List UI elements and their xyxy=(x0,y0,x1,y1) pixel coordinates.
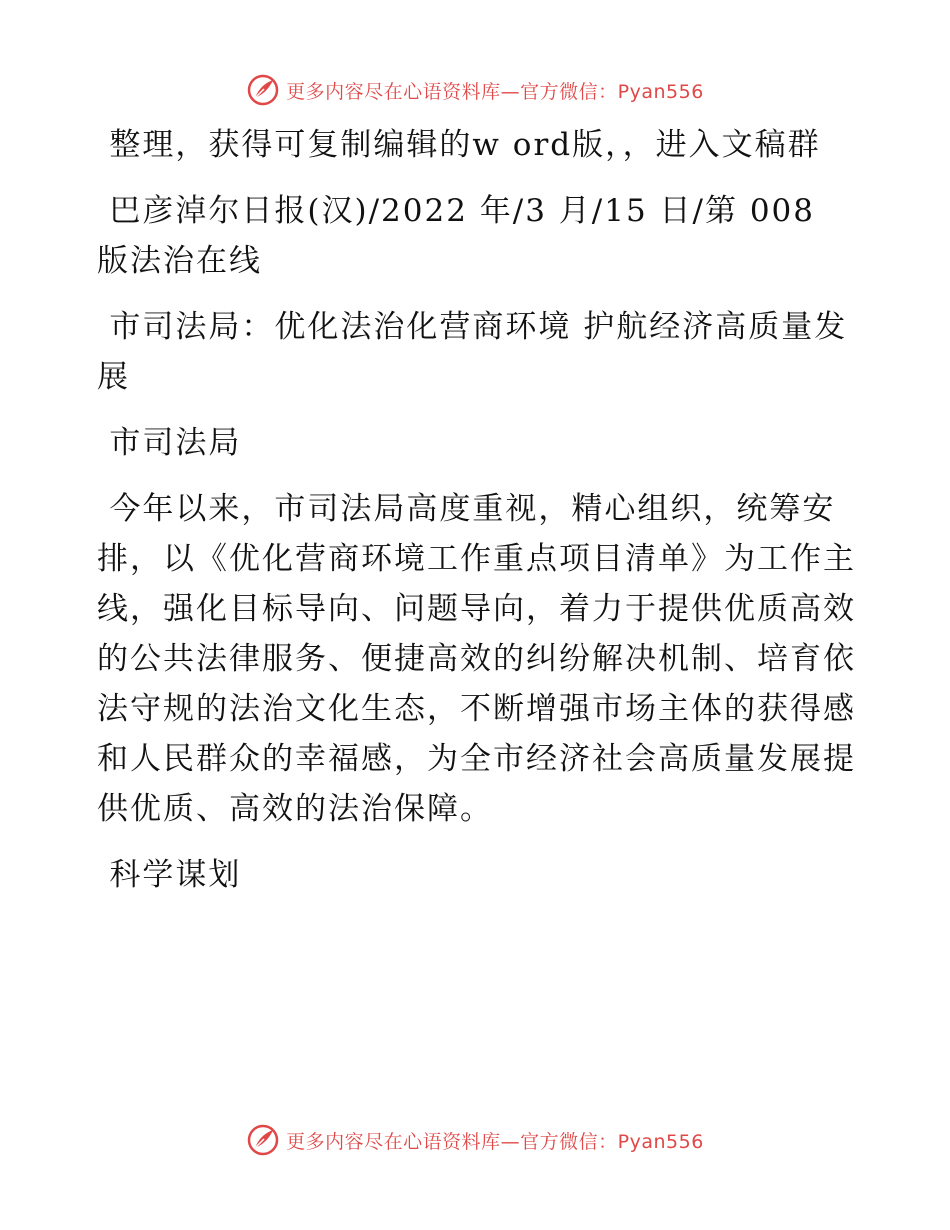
article-title: 市司法局：优化法治化营商环境 护航经济高质量发展 xyxy=(97,309,848,395)
feather-pen-logo-icon xyxy=(246,73,280,107)
footer-watermark-banner xyxy=(0,1120,950,1160)
header-watermark-banner xyxy=(0,70,950,110)
feather-pen-logo-icon xyxy=(246,1123,280,1157)
intro-line: 整理，获得可复制编辑的w ord版，，进入文稿群 xyxy=(109,127,821,163)
source-line: 巴彦淖尔日报(汉)/2022 年/3 月/15 日/第 008 版法治在线 xyxy=(97,193,816,279)
article-author: 市司法局 xyxy=(109,425,242,461)
document-body xyxy=(97,120,857,916)
section-heading: 科学谋划 xyxy=(109,857,242,893)
header-watermark-text: 更多内容尽在心语资料库—官方微信：Pyan556 xyxy=(286,80,704,103)
body-paragraph: 今年以来，市司法局高度重视，精心组织，统筹安排，以《优化营商环境工作重点项目清单》为工作主线，强化目标导向、问题导向，着力于提供优质高效的公共法律服务、便捷高效的纠纷解决机制、培育依法守规的法治文化生态，不断增强市场主体的获得感和人民群众的幸福感，为全市经济社会高质量发展提供优质、高效的法治保障。 xyxy=(97,491,856,827)
footer-watermark-text: 更多内容尽在心语资料库—官方微信：Pyan556 xyxy=(286,1130,704,1153)
